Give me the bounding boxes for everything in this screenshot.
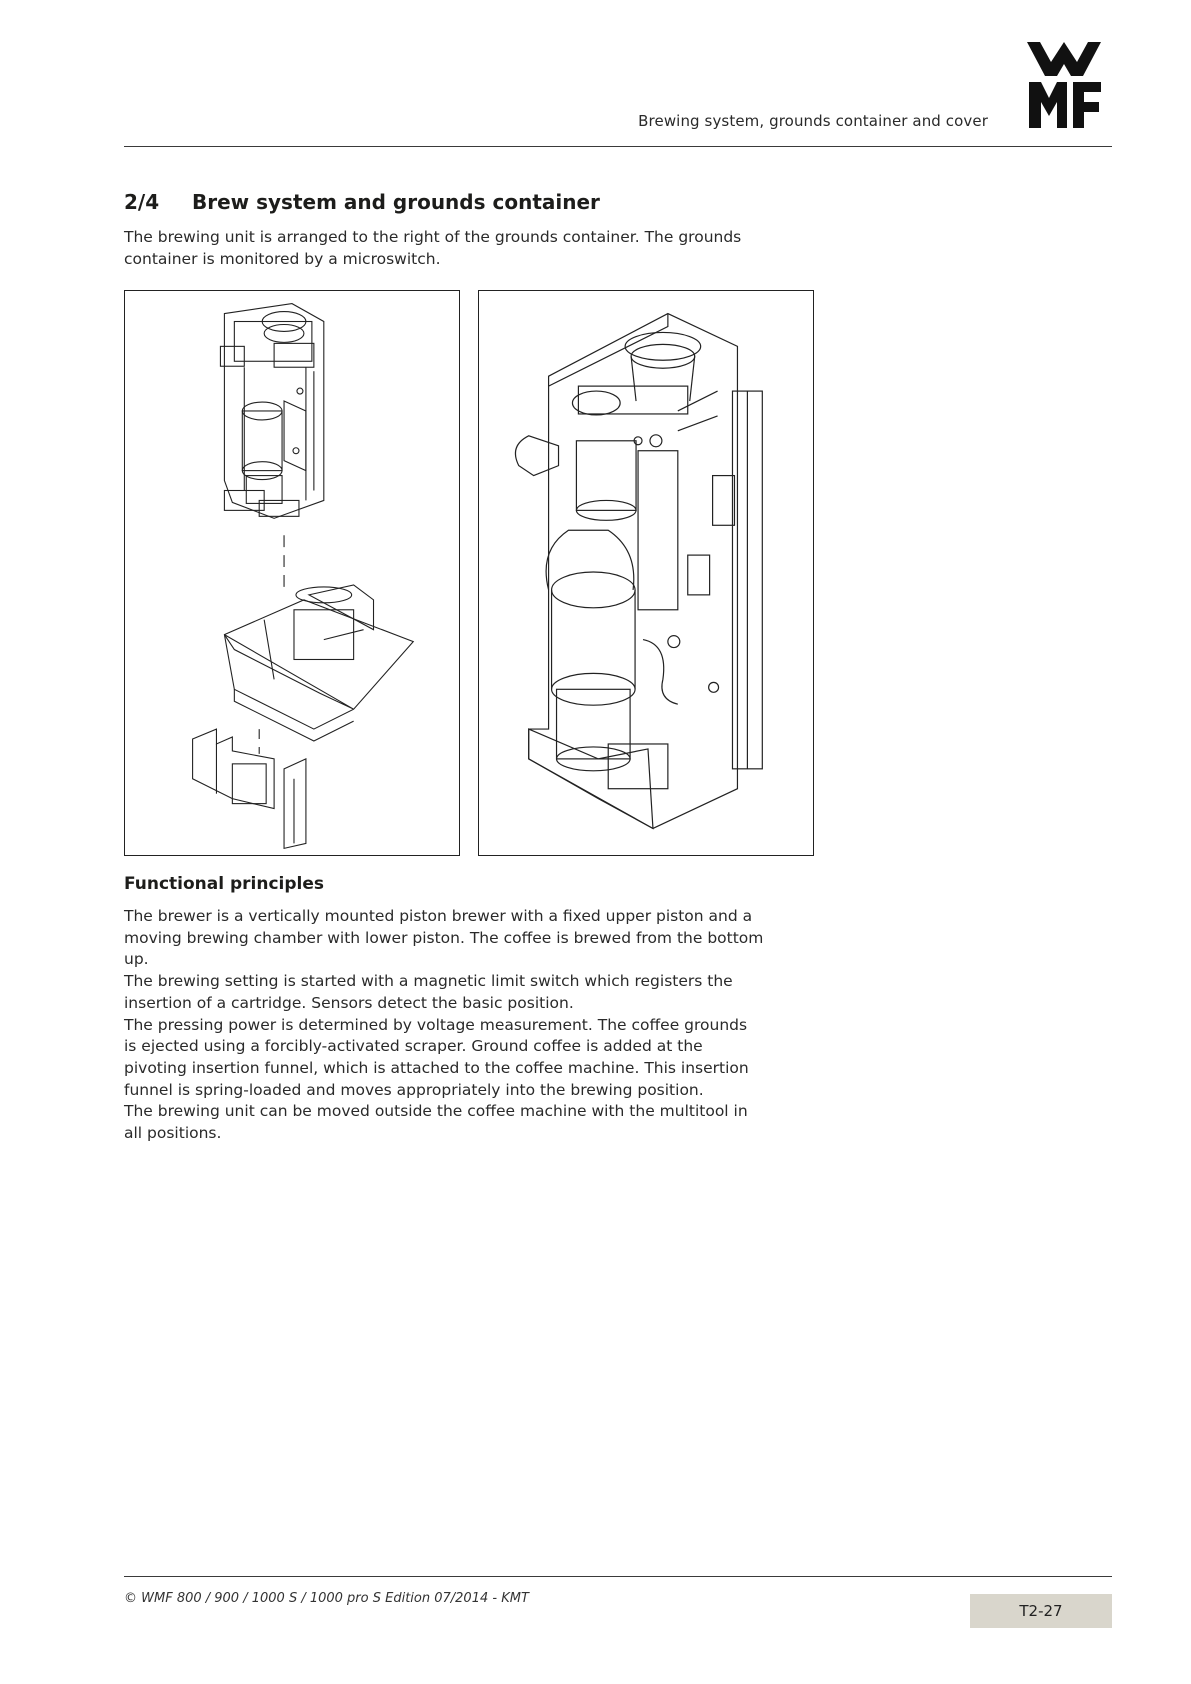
section-title: Brew system and grounds container [192,190,600,214]
header-title: Brewing system, grounds container and cover [638,112,988,130]
page-number-badge: T2-27 [970,1594,1112,1628]
paragraph: The pressing power is determined by voltage measurement. The coffee grounds is ejected using a forcibly-activated scraper. Ground coffee is added at the pivoting insertion funnel, which is attached to the coffee machine. This insertion funnel is spring-loaded and moves appropriately into the brewing position. [124,1015,749,1099]
paragraph: The brewing unit can be moved outside the coffee machine with the multitool in all positions. [124,1102,748,1143]
section-number: 2/4 [124,190,160,214]
brewing-unit-drawing [220,304,323,519]
intro-text: The brewing unit is arranged to the right of the grounds container. The grounds container is monitored by a microswitch. [124,228,742,268]
figure-brewing-unit-detail [478,290,814,856]
figure-exploded-view [124,290,460,856]
header-rule [124,146,1112,147]
wmf-logo [1027,42,1101,128]
cover-drawing [193,729,306,848]
paragraph: The brewing setting is started with a magnetic limit switch which registers the insertion of a cartridge. Sensors detect the basic position. [124,972,733,1012]
footer-text: © WMF 800 / 900 / 1000 S / 1000 pro S Edition 07/2014 - KMT [124,1591,529,1606]
grounds-container-drawing [224,585,413,741]
paragraph: The brewer is a vertically mounted piston brewer with a fixed upper piston and a moving brewing chamber with lower piston. The coffee is brewed from the bottom up. [124,907,764,969]
footer-rule [124,1576,1112,1577]
functional-principles-body [124,906,764,1145]
functional-principles-heading: Functional principles [124,874,325,894]
